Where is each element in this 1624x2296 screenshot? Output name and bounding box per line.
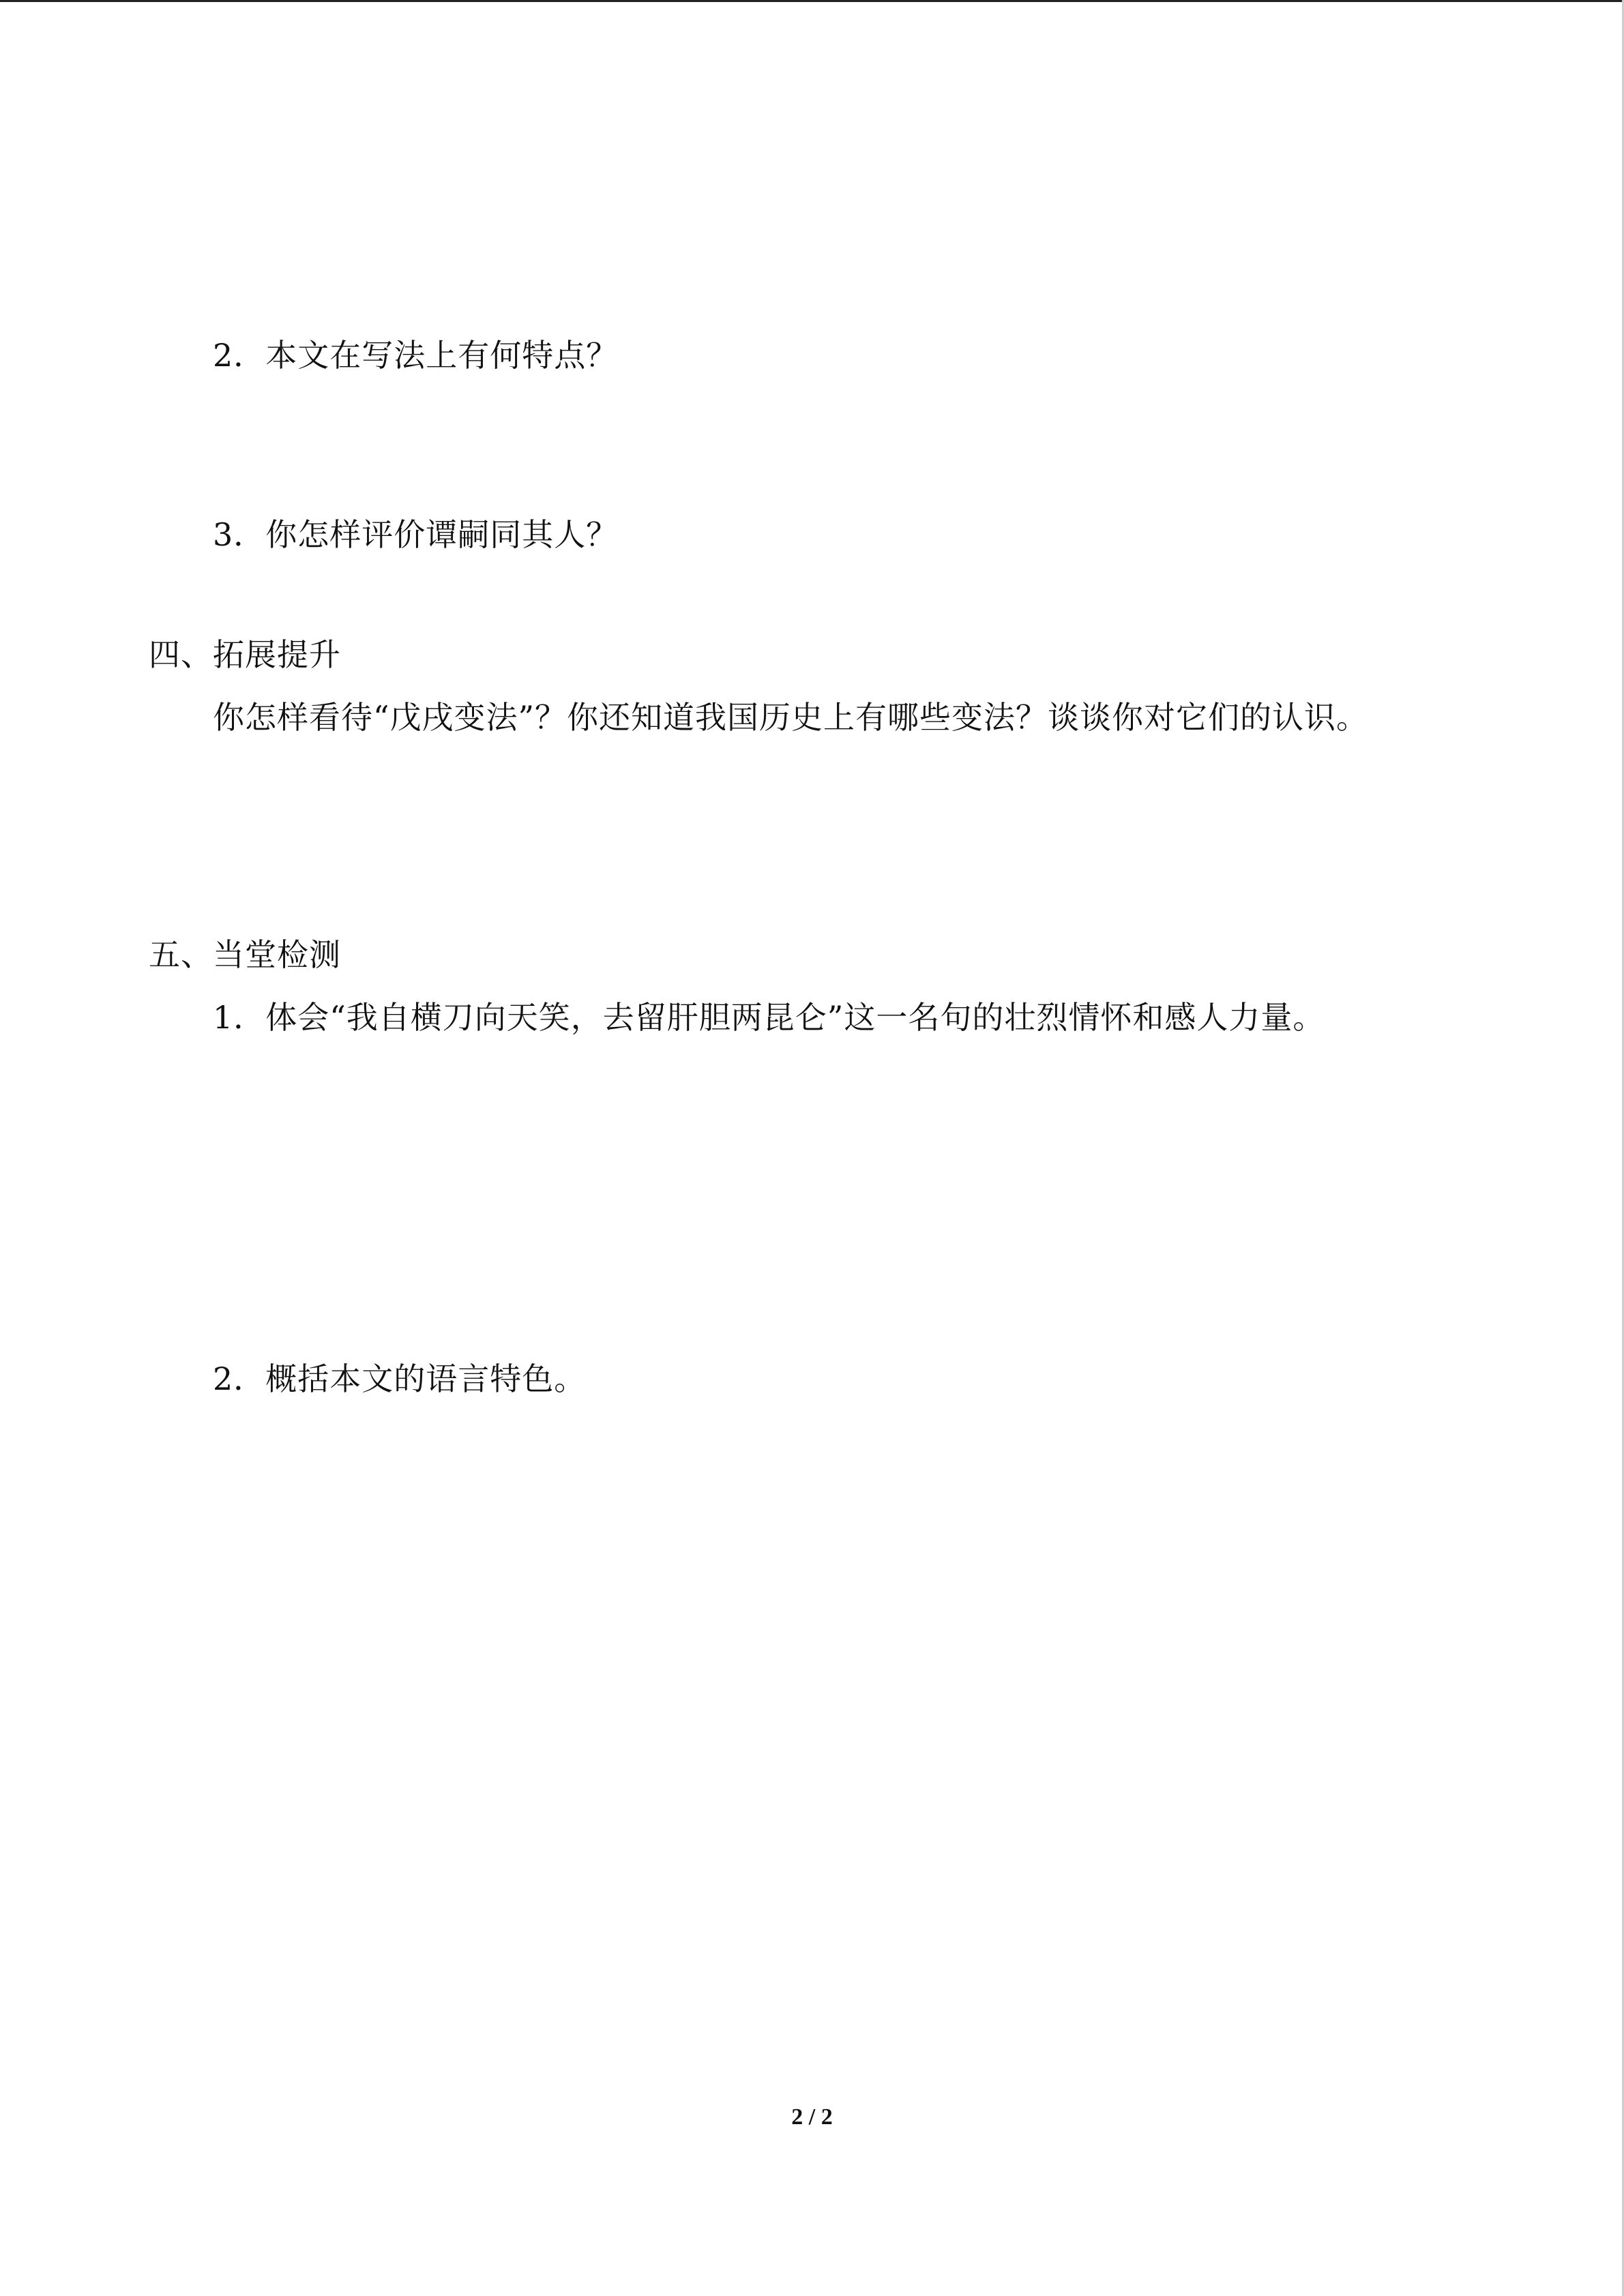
section-5-question-1-number: 1．	[213, 999, 266, 1036]
section-5-question-1-text: 体会“我自横刀向天笑，去留肝胆两昆仑”这一名句的壮烈情怀和感人力量。	[265, 999, 1325, 1036]
question-3	[213, 514, 618, 555]
section-4-text: 你怎样看待“戊戌变法”？你还知道我国历史上有哪些变法？谈谈你对它们的认识。	[213, 699, 1369, 736]
section-4-heading: 四、拓展提升	[149, 636, 341, 673]
section-5-question-2	[213, 1358, 586, 1399]
question-2-text: 本文在写法上有何特点？	[265, 337, 619, 374]
question-2-number: 2．	[213, 337, 266, 374]
question-3-text: 你怎样评价谭嗣同其人？	[265, 516, 619, 553]
question-2	[213, 335, 618, 376]
section-5-question-1	[213, 997, 1325, 1038]
question-3-number: 3．	[213, 516, 266, 553]
top-border-line	[0, 0, 1624, 2]
section-5-question-2-text: 概括本文的语言特色。	[265, 1360, 587, 1397]
section-5-heading: 五、当堂检测	[149, 936, 341, 973]
section-5-question-2-number: 2．	[213, 1360, 266, 1397]
page-number: 2 / 2	[791, 2104, 833, 2130]
